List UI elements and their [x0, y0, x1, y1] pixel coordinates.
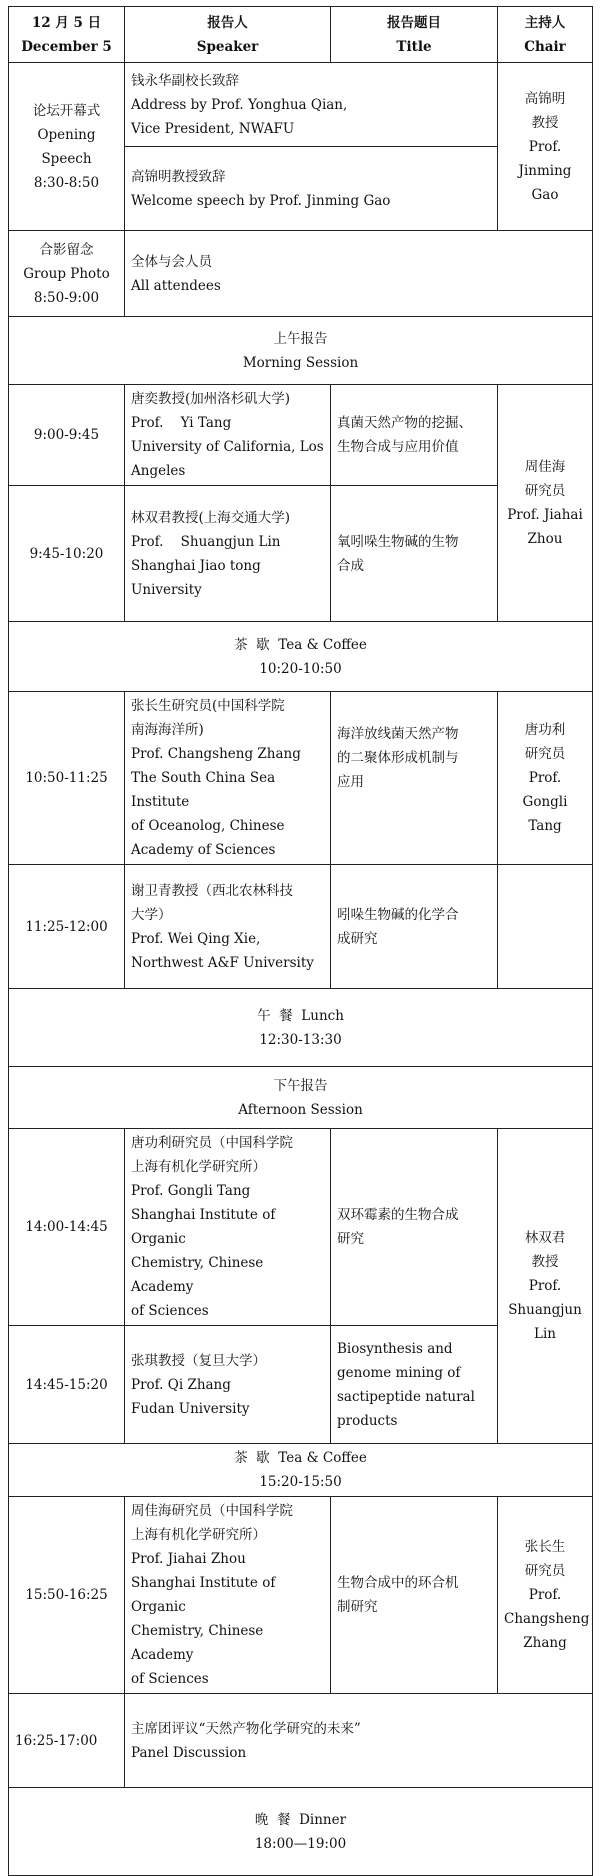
- talk3-chair-en3: Tang: [528, 818, 562, 834]
- photo-time: 8:50-9:00: [33, 289, 100, 306]
- talk3-title-2: 的二聚体形成机制与: [337, 750, 459, 766]
- header-speaker: [125, 7, 331, 63]
- chair-pm1-en2: Shuangjun: [508, 1302, 582, 1318]
- speech1-en2: Vice President, NWAFU: [131, 120, 295, 137]
- talk5-speaker-en: Prof. Gongli Tang: [131, 1183, 251, 1199]
- talk1-aff2: Angeles: [131, 463, 186, 479]
- dinner-time: 18:00—19:00: [254, 1835, 347, 1852]
- photo-label-en: Group Photo: [23, 265, 110, 282]
- header-chair-en: Chair: [524, 38, 566, 55]
- talk7-speaker-zh1: 周佳海研究员（中国科学院: [131, 1503, 293, 1519]
- morning-session-cell: [9, 317, 593, 385]
- lunch-zh: 午 餐: [257, 1007, 293, 1024]
- tea2-zh: 茶 歇: [234, 1450, 270, 1466]
- header-title-en: Title: [396, 38, 432, 55]
- opening-row-1: [9, 63, 593, 147]
- talk7-speaker-en: Prof. Jiahai Zhou: [131, 1551, 246, 1567]
- talk7-time: 15:50-16:25: [9, 1497, 125, 1694]
- opening-label-zh: 论坛开幕式: [32, 102, 101, 119]
- afternoon-en: Afternoon Session: [238, 1101, 363, 1118]
- tea1-time: 10:20-10:50: [259, 660, 342, 677]
- talk4-chair-empty: [498, 865, 593, 989]
- morning-en: Morning Session: [242, 354, 359, 371]
- panel-title-en: Panel Discussion: [131, 1744, 247, 1761]
- talk6-speaker-en: Prof. Qi Zhang: [131, 1376, 231, 1393]
- opening-speech-1: [125, 63, 498, 147]
- header-date-en: December 5: [21, 38, 112, 55]
- talk3-chair-en2: Gongli: [522, 794, 568, 810]
- talk2-speaker-en: Prof. Shuangjun Lin: [131, 533, 281, 550]
- talk1-title: [331, 385, 498, 486]
- tea-row-1: [9, 622, 593, 692]
- lunch-row: [9, 989, 593, 1067]
- talk7-chair-en2: Changsheng: [504, 1611, 590, 1627]
- talk7-aff3: of Sciences: [131, 1671, 209, 1687]
- header-chair-zh: 主持人: [524, 14, 566, 31]
- talk-row-5: [9, 1129, 593, 1326]
- talk6-title: [331, 1326, 498, 1444]
- talk3-aff2: of Oceanolog, Chinese: [131, 818, 285, 834]
- afternoon-session-cell: [9, 1067, 593, 1129]
- tea1-cell: [9, 622, 593, 692]
- opening-speech-2: [125, 147, 498, 231]
- talk3-title: [331, 692, 498, 865]
- afternoon-zh: 下午报告: [273, 1077, 328, 1094]
- tea1-label: [15, 633, 586, 657]
- chair-pm1-zh2: 教授: [531, 1254, 559, 1270]
- talk1-title-1: 真菌天然产物的挖掘、: [337, 415, 472, 431]
- talk3-aff1: The South China Sea Institute: [131, 770, 276, 810]
- talk7-chair: [498, 1497, 593, 1694]
- header-speaker-en: Speaker: [196, 38, 259, 55]
- header-row: [9, 7, 593, 63]
- chair-pm1-cell: [498, 1129, 593, 1444]
- talk1-speaker-zh: 唐奕教授(加州洛杉矶大学): [131, 391, 291, 407]
- tea2-cell: [9, 1444, 593, 1497]
- chair-pm1-en1: Prof.: [528, 1278, 562, 1294]
- talk3-chair-zh1: 唐功利: [524, 722, 566, 738]
- speech2-en: Welcome speech by Prof. Jinming Gao: [131, 192, 391, 209]
- chair-pm1-en3: Lin: [534, 1326, 556, 1342]
- speech1-zh: 钱永华副校长致辞: [131, 72, 239, 89]
- panel-time: 16:25-17:00: [9, 1694, 125, 1788]
- talk2-title: [331, 486, 498, 622]
- dinner-zh: 晚 餐: [254, 1811, 291, 1828]
- talk4-title-1: 吲哚生物碱的化学合: [337, 906, 459, 923]
- talk3-chair: [498, 692, 593, 865]
- tea1-en: Tea & Coffee: [278, 636, 367, 653]
- dinner-en: Dinner: [299, 1811, 347, 1828]
- talk6-title-2: genome mining of: [337, 1364, 461, 1381]
- chair-pm1-zh1: 林双君: [524, 1230, 566, 1246]
- photo-desc-en: All attendees: [131, 277, 221, 294]
- opening-chair-en2: Jinming: [518, 162, 572, 179]
- talk3-title-1: 海洋放线菌天然产物: [337, 726, 459, 742]
- talk7-aff1: Shanghai Institute of Organic: [131, 1575, 276, 1615]
- talk1-title-2: 生物合成与应用价值: [337, 439, 459, 455]
- chair-am1-zh2: 研究员: [524, 483, 566, 499]
- talk7-aff2: Chemistry, Chinese Academy: [131, 1623, 264, 1663]
- talk4-speaker-zh2: 大学）: [131, 906, 172, 923]
- photo-desc-zh: 全体与会人员: [131, 253, 212, 270]
- talk2-title-2: 合成: [337, 557, 364, 574]
- panel-desc-cell: [125, 1694, 593, 1788]
- panel-row: [9, 1694, 593, 1788]
- talk2-title-1: 氧吲哚生物碱的生物: [337, 533, 459, 550]
- talk4-aff1: Northwest A&F University: [131, 954, 314, 971]
- panel-title-zh: 主席团评议“天然产物化学研究的未来”: [131, 1720, 361, 1737]
- talk5-time: 14:00-14:45: [9, 1129, 125, 1326]
- tea1-zh: 茶 歇: [234, 636, 270, 653]
- talk6-speaker-zh: 张琪教授（复旦大学）: [131, 1352, 266, 1369]
- talk2-aff2: University: [131, 581, 202, 598]
- talk3-title-3: 应用: [337, 774, 364, 790]
- chair-am1-en1: Prof. Jiahai: [507, 507, 583, 523]
- talk4-time: 11:25-12:00: [9, 865, 125, 989]
- talk5-speaker-zh2: 上海有机化学研究所）: [131, 1159, 266, 1175]
- talk5-aff2: Chemistry, Chinese Academy: [131, 1255, 264, 1295]
- talk3-aff3: Academy of Sciences: [131, 842, 276, 858]
- header-date: [9, 7, 125, 63]
- talk4-speaker-en: Prof. Wei Qing Xie,: [131, 930, 261, 947]
- header-speaker-zh: 报告人: [207, 14, 248, 31]
- header-title-zh: 报告题目: [387, 14, 441, 31]
- talk2-aff1: Shanghai Jiao tong: [131, 557, 261, 574]
- header-title: [331, 7, 498, 63]
- talk7-chair-en3: Zhang: [523, 1635, 567, 1651]
- opening-label-en1: Opening: [37, 126, 96, 143]
- talk3-speaker-en: Prof. Changsheng Zhang: [131, 746, 301, 762]
- afternoon-session-row: [9, 1067, 593, 1129]
- header-date-zh: 12 月 5 日: [31, 14, 102, 31]
- talk4-title-2: 成研究: [337, 930, 378, 947]
- talk7-speaker-zh2: 上海有机化学研究所）: [131, 1527, 266, 1543]
- talk5-aff1: Shanghai Institute of Organic: [131, 1207, 276, 1247]
- talk4-title: [331, 865, 498, 989]
- speech2-zh: 高锦明教授致辞: [131, 168, 226, 185]
- talk7-chair-zh2: 研究员: [524, 1563, 566, 1579]
- chair-am1-cell: [498, 385, 593, 622]
- talk7-chair-zh1: 张长生: [524, 1539, 566, 1555]
- dinner-row: [9, 1788, 593, 1876]
- talk5-aff3: of Sciences: [131, 1303, 209, 1319]
- dinner-label: [15, 1808, 586, 1832]
- talk1-time: 9:00-9:45: [9, 385, 125, 486]
- talk5-title: [331, 1129, 498, 1326]
- talk7-title-2: 制研究: [337, 1599, 378, 1615]
- chair-am1-en2: Zhou: [527, 531, 563, 547]
- talk-row-7: [9, 1497, 593, 1694]
- tea-row-2: [9, 1444, 593, 1497]
- tea2-time: 15:20-15:50: [259, 1474, 342, 1490]
- talk3-chair-zh2: 研究员: [524, 746, 566, 762]
- talk3-speaker: [125, 692, 331, 865]
- talk1-speaker: [125, 385, 331, 486]
- tea2-en: Tea & Coffee: [278, 1450, 367, 1466]
- talk7-title: [331, 1497, 498, 1694]
- opening-time: 8:30-8:50: [33, 174, 100, 191]
- talk4-speaker: [125, 865, 331, 989]
- talk2-time: 9:45-10:20: [9, 486, 125, 622]
- talk3-speaker-zh2: 南海海洋所): [131, 722, 204, 738]
- talk7-chair-en1: Prof.: [528, 1587, 562, 1603]
- talk1-aff1: University of California, Los: [131, 439, 324, 455]
- talk-row-3: [9, 692, 593, 865]
- lunch-cell: [9, 989, 593, 1067]
- lunch-label: [15, 1004, 586, 1028]
- opening-chair-zh2: 教授: [531, 114, 559, 131]
- talk2-speaker-zh: 林双君教授(上海交通大学): [131, 509, 291, 526]
- dinner-cell: [9, 1788, 593, 1876]
- opening-chair-cell: [498, 63, 593, 231]
- talk-row-4: [9, 865, 593, 989]
- lunch-time: 12:30-13:30: [259, 1031, 342, 1048]
- speech1-en1: Address by Prof. Yonghua Qian,: [131, 96, 348, 113]
- talk3-time: 10:50-11:25: [9, 692, 125, 865]
- opening-chair-en3: Gao: [531, 186, 559, 203]
- talk5-title-1: 双环霉素的生物合成: [337, 1207, 459, 1223]
- schedule-table: [8, 6, 593, 1876]
- talk3-chair-en1: Prof.: [528, 770, 562, 786]
- talk6-aff1: Fudan University: [131, 1400, 250, 1417]
- talk5-title-2: 研究: [337, 1231, 364, 1247]
- talk7-title-1: 生物合成中的环合机: [337, 1575, 459, 1591]
- photo-desc-cell: [125, 231, 593, 317]
- opening-chair-en1: Prof.: [528, 138, 562, 155]
- photo-row: [9, 231, 593, 317]
- photo-label-zh: 合影留念: [39, 241, 94, 258]
- talk3-speaker-zh1: 张长生研究员(中国科学院: [131, 698, 285, 714]
- talk5-speaker: [125, 1129, 331, 1326]
- talk6-title-3: sactipeptide natural: [337, 1388, 475, 1405]
- talk4-speaker-zh1: 谢卫青教授（西北农林科技: [131, 882, 293, 899]
- talk6-time: 14:45-15:20: [9, 1326, 125, 1444]
- tea2-label: [15, 1446, 586, 1470]
- talk7-speaker: [125, 1497, 331, 1694]
- morning-session-row: [9, 317, 593, 385]
- morning-zh: 上午报告: [273, 330, 328, 347]
- talk6-title-4: products: [337, 1412, 398, 1429]
- lunch-en: Lunch: [301, 1007, 344, 1024]
- opening-chair-zh1: 高锦明: [524, 90, 566, 107]
- chair-am1-zh1: 周佳海: [524, 459, 566, 475]
- talk5-speaker-zh1: 唐功利研究员（中国科学院: [131, 1135, 293, 1151]
- photo-time-cell: [9, 231, 125, 317]
- talk1-speaker-en: Prof. Yi Tang: [131, 415, 232, 431]
- opening-time-cell: [9, 63, 125, 231]
- talk6-speaker: [125, 1326, 331, 1444]
- talk2-speaker: [125, 486, 331, 622]
- opening-label-en2: Speech: [41, 150, 92, 167]
- talk6-title-1: Biosynthesis and: [337, 1340, 453, 1357]
- header-chair: [498, 7, 593, 63]
- talk-row-1: [9, 385, 593, 486]
